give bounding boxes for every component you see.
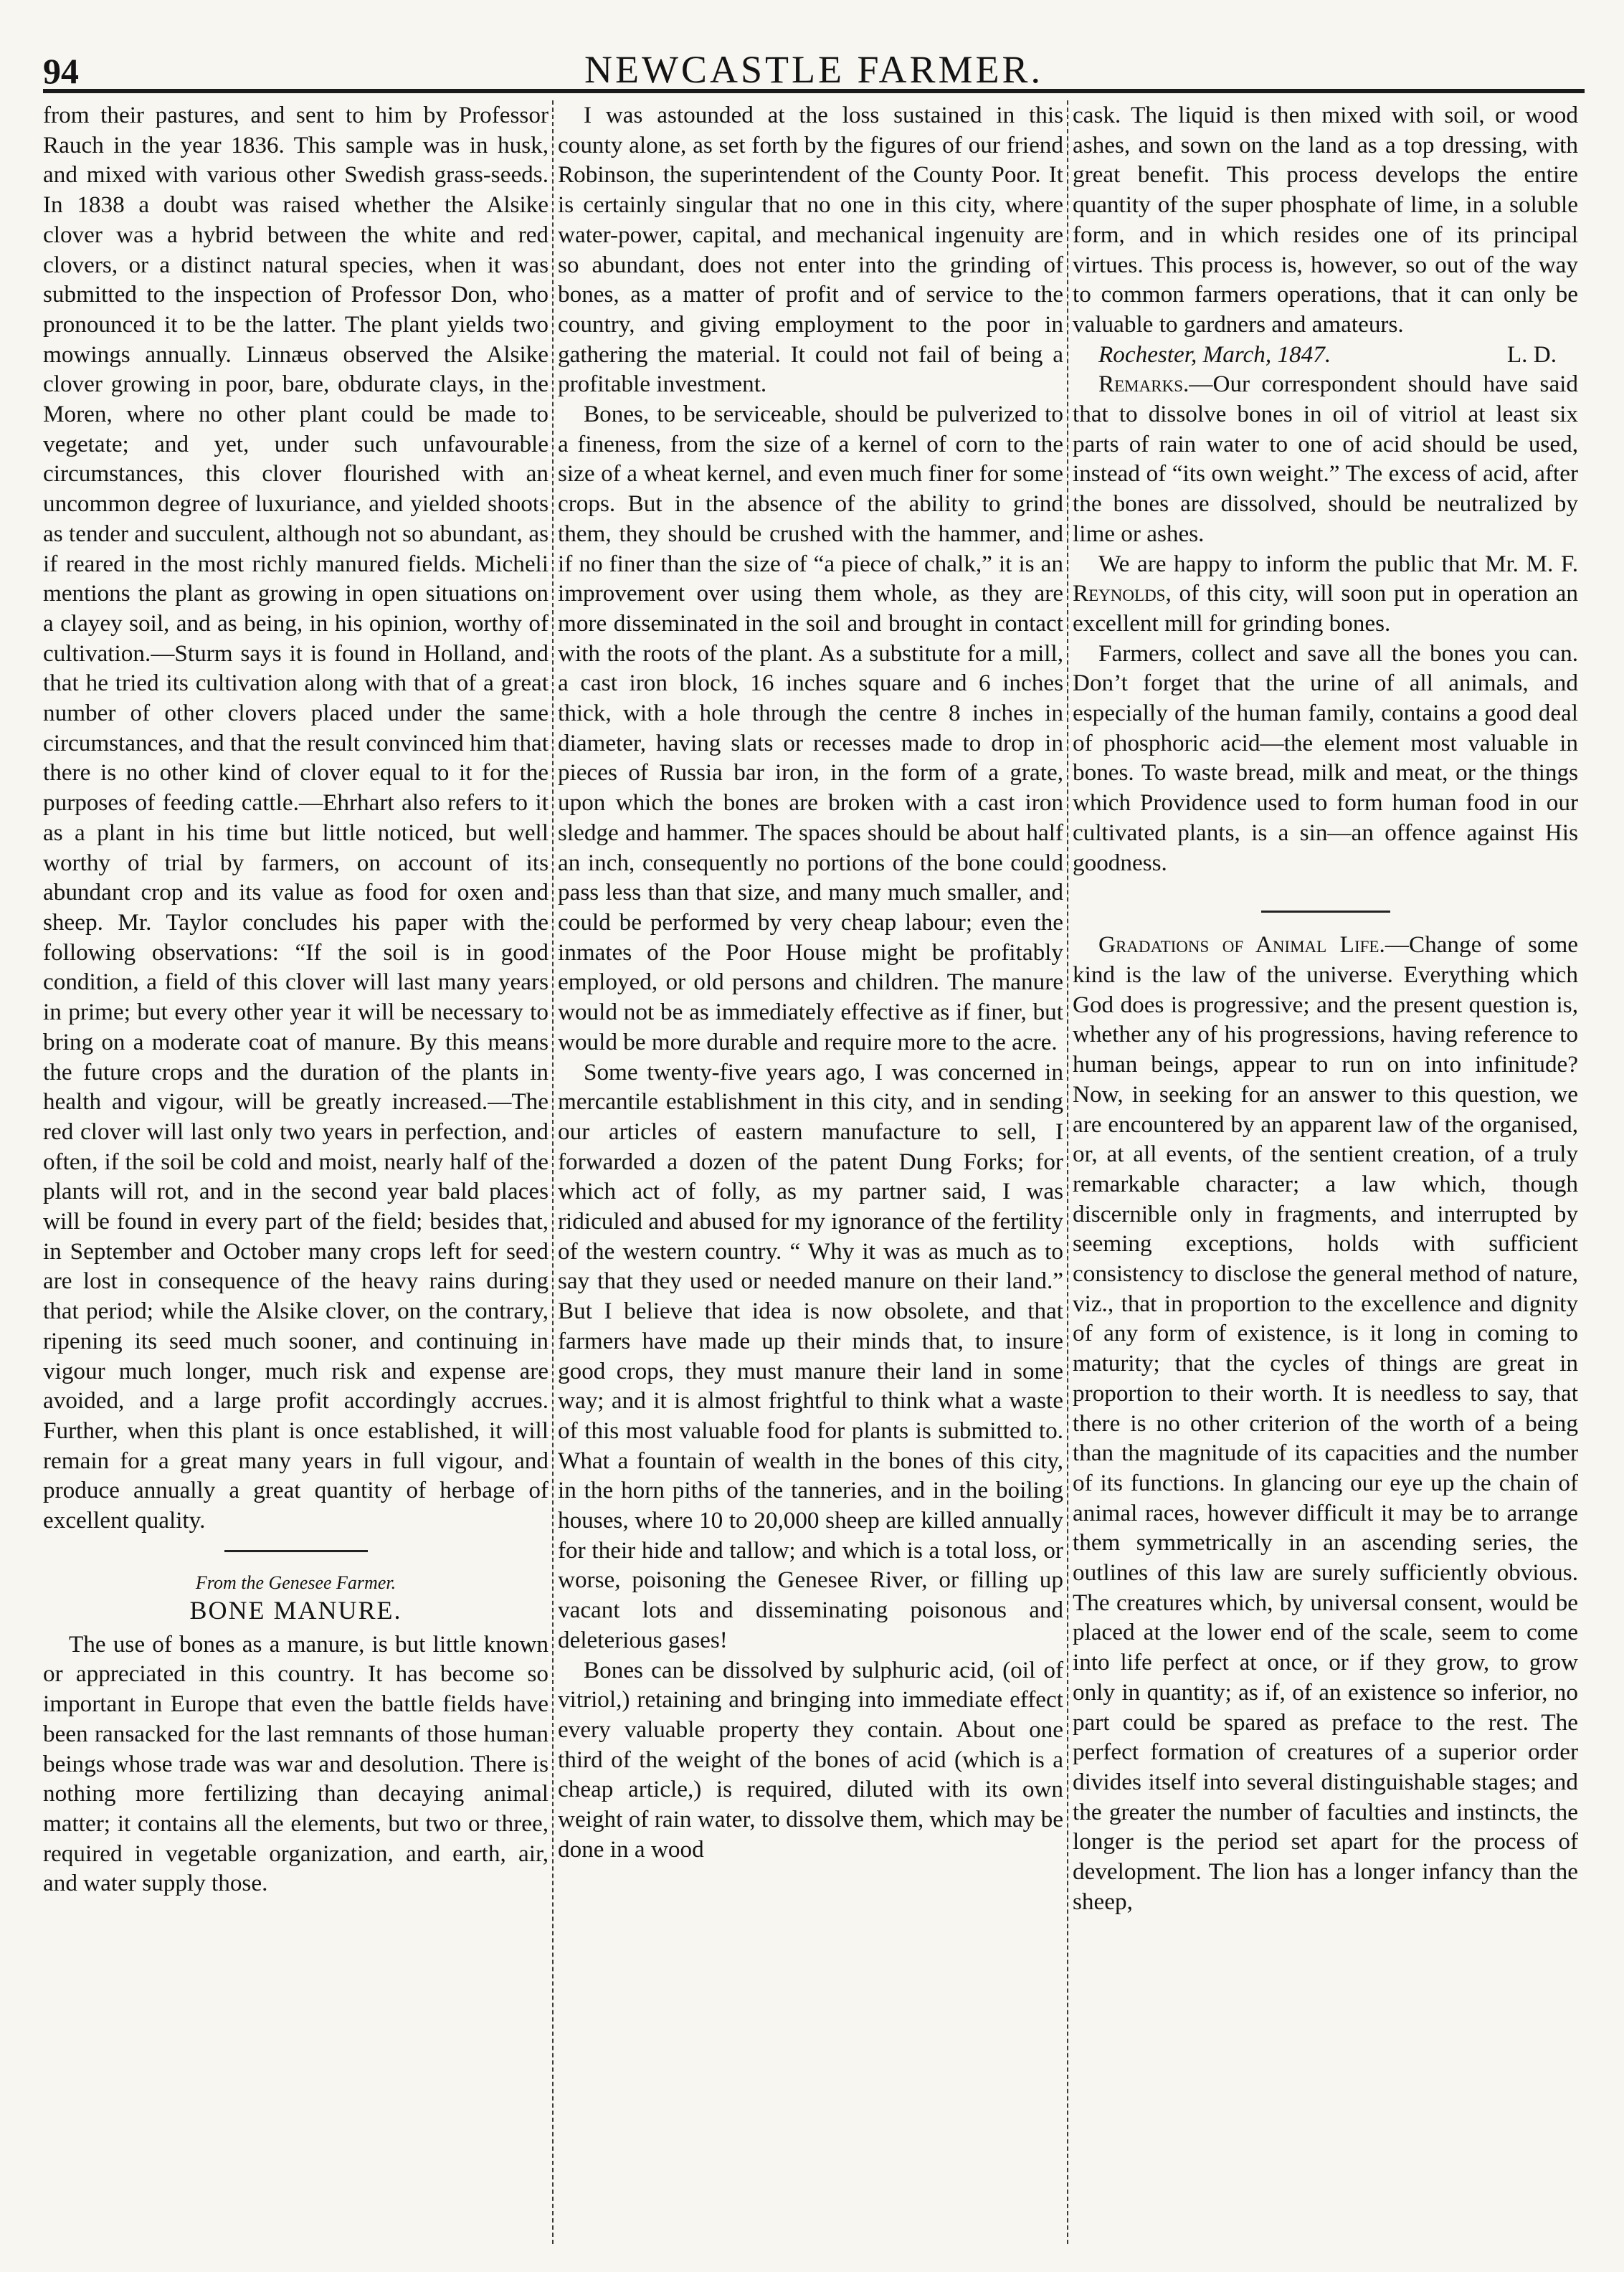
remarks-text: —Our correspondent should have said that to dissolve bones in oil of vitriol at least six parts of rain water to one of acid should be used, instead of “its own weight.” The excess of acid, after the bones are dissolved, should be neutralized by lime or ashes. — [1073, 371, 1578, 547]
page-header — [43, 22, 1585, 91]
pulverize-paragraph: Bones, to be serviceable, should be pulverized to a fineness, from the size of a kernel of corn to the size of a wheat kernel, and even much finer for some crops. But in the absence of the ability to grind them, they should be crushed with the hammer, and if no finer than the size of “a piece of chalk,” it is an improvement over using them whole, as they are more disseminated in the soil and brought in contact with the roots of the plant. As a substitute for a mill, a cast iron block, 16 inches square and 6 inches thick, with a hole through the centre 8 inches in diameter, having slats or recesses made to drop in pieces of Russia bar iron, in the form of a grate, upon which the bones are broken with a cast iron sledge and hammer. The spaces should be about half an inch, consequently no portions of the bone could pass less than that size, and many much smaller, and could be performed by very cheap labour; even the inmates of the Poor House might be profitably employed, or old persons and children. The manure would not be as immediately effective as if finer, but would be more durable and require more to the acre. — [558, 401, 1063, 1055]
mill-owner-name: Reynolds — [1073, 580, 1166, 607]
header-rule — [43, 89, 1585, 93]
alsike-clover-paragraph: from their pastures, and sent to him by Professor Rauch in the year 1836. This sample was in husk, and mixed with various other Swedish grass-seeds. In 1838 a doubt was raised whether the Alsike clover was a hybrid between the white and red clovers, or a distinct natural species, when it was submitted to the inspection of Professor Don, who pronounced it to be the latter. The plant yields two mowings annually. Linnæus observed the Alsike clover growing in poor, bare, obdurate clays, in the Moren, where no other plant could be made to vegetate; and yet, under such unfavourable circumstances, this clover flourished with an uncommon degree of luxuriance, and yielded shoots as tender and succulent, although not so abundant, as if reared in the most richly manured fields. Micheli mentions the plant as growing in open situations on a clayey soil, and as being, in his opinion, worthy of cultivation.—Sturm says it is found in Holland, and that he tried its cultivation along with that of a great number of other clovers placed under the same circumstances, and that the result convinced him that there is no other kind of clover equal to it for the purposes of feeding cattle.—Ehrhart also refers to it as a plant in his time but little noticed, but well worthy of trial by farmers, on account of its abundant crop and its value as food for oxen and sheep. Mr. Taylor concludes his paper with the following observations: “If the soil is in good condition, a field of this clover will last many years in prime; but every other year it will be necessary to bring on a moderate coat of manure. By this means the future crops and the duration of the plants in health and vigour, will be greatly increased.—The red clover will last only two years in perfection, and often, if the soil be cold and moist, nearly half of the plants will rot, and in the second year bald places will be found in every part of the field; besides that, in September and October many crops left for seed are lost in consequence of the heavy rains during that period; while the Alsike clover, on the contrary, ripening its seed much sooner, and continuing in vigour much longer, much risk and expense are avoided, and a large profit accordingly accrues. Further, when this plant is once established, it will remain for a great many years in full vigour, and produce annually a great quantity of herbage of excellent quality. — [43, 102, 549, 1534]
column-1 — [43, 100, 549, 2244]
section-divider — [1261, 911, 1390, 913]
article-heading: BONE MANURE. — [189, 1595, 402, 1625]
farmers-collect-paragraph: Farmers, collect and save all the bones you can. Don’t forget that the urine of all animals, and especially of the human family, contains a good deal of phosphoric acid—the element most valuable in bones. To waste bread, milk and meat, or the things which Providence used to form human food in our cultivated plants, is a sin—an offence against His goodness. — [1073, 640, 1578, 876]
column-rule-2 — [1067, 100, 1068, 2244]
signoff-line — [1073, 340, 1578, 370]
mill-text-after: , of this city, will soon put in operation an excellent mill for grinding bones. — [1073, 580, 1578, 637]
loss-paragraph: I was astounded at the loss sustained in this county alone, as set forth by the figures of our friend Robinson, the superintendent of the County Poor. It is certainly singular that no one in this city, where water-power, capital, and mechanical ingenuity are so abundant, does not enter into the grinding of bones, as a matter of profit and of service to the country, and giving employment to the poor in gathering the material. It could not fail of being a profitable investment. — [558, 102, 1063, 398]
column-rule-1 — [552, 100, 554, 2244]
remarks-label: Remarks. — [1098, 371, 1189, 398]
signoff-place: Rochester, March, 1847. — [1098, 341, 1331, 368]
column-3 — [1073, 100, 1578, 2244]
remarks-paragraph — [1073, 369, 1578, 548]
dung-forks-paragraph: Some twenty-five years ago, I was concerned in mercantile establishment in this city, and in sending our articles of eastern manufacture to sell, I forwarded a dozen of the patent Dung Forks; for which act of folly, as my partner said, I was ridiculed and abused for my ignorance of the fertility of the western country. “ Why it was as much as to say that they used or needed manure on their land.” But I believe that idea is now obsolete, and that farmers have made up their minds that, to insure good crops, they must manure their land in some way; and it is almost frightful to think what a waste of this most valuable food for plants is submitted to. What a fountain of wealth in the bones of this city, in the horn piths of the tanneries, and in the boiling houses, where 10 to 20,000 sheep are killed annually for their hide and tallow; and which is a total loss, or worse, poisoning the Genesee River, or filling up vacant lots and disseminating poisonous and deleterious gases! — [558, 1058, 1063, 1653]
sulphuric-acid-paragraph: Bones can be dissolved by sulphuric acid, (oil of vitriol,) retaining and bringing into immediate effect every valuable property they contain. About one third of the weight of the bones of acid (which is a cheap article,) is required, diluted with its own weight of rain water, to dissolve them, which may be done in a wood — [558, 1656, 1063, 1863]
bone-manure-intro-paragraph: The use of bones as a manure, is but little known or appreciated in this country. It has become so important in Europe that even the battle fields have been ransacked for the last remnants of those human beings whose trade was war and desolution. There is nothing more fertilizing than decaying animal matter; it contains all the elements, but two or three, required in vegetable organization, and earth, air, and water supply those. — [43, 1630, 549, 1897]
section-divider — [224, 1550, 368, 1552]
gradations-paragraph — [1073, 930, 1578, 1916]
mill-text-before: We are happy to inform the public that Mr. M. F. — [1098, 550, 1578, 577]
gradations-label: Gradations of Animal Life. — [1098, 931, 1385, 959]
mill-announcement-paragraph — [1073, 549, 1578, 639]
column-2 — [558, 100, 1063, 2244]
page-number: 94 — [43, 51, 79, 91]
gradations-text: —Change of some kind is the law of the universe. Everything which God does is progressive; and the present question is, whether any of his progressions, having reference to human beings, appear to run on into infinitude? Now, in seeking for an answer to this question, we are encountered by an apparent law of the organised, or, at all events, of the sentient creation, of a truly remarkable character; a law which, though discernible only in fragments, and interrupted by seeming exceptions, holds with sufficient consistency to disclose the general method of nature, viz., that in proportion to the excellence and dignity of any form of existence, is it long in coming to maturity; that the cycles of things are great in proportion to their worth. It is needless to say, that there is no other criterion of the worth of a being than the magnitude of its capacities and the number of its functions. In glancing our eye up the chain of animal races, however difficult it may be to arrange them symmetrically in an ascending series, the outlines of this law are surely sufficiently obvious. The creatures which, by universal consent, would be placed at the lower end of the scale, seem to come into life perfect at once, or if they grow, to grow only in quantity; as if, of an existence so inferior, no part could be spared as preface to the rest. The perfect formation of creatures of a superior order divides itself into several distinguishable stages; and the greater the number of faculties and instincts, the longer is the period set apart for the process of development. The lion has a longer infancy than the sheep, — [1073, 931, 1578, 1915]
signoff-initials: L. D. — [1506, 341, 1557, 368]
running-title: NEWCASTLE FARMER. — [584, 48, 1043, 91]
cask-paragraph: cask. The liquid is then mixed with soil, or wood ashes, and sown on the land as a top dressing, with great benefit. This process develops the entire quantity of the super phosphate of lime, in a soluble form, and in which resides one of its principal virtues. This process is, however, so out of the way to common farmers operations, that it can only be valuable to gardners and amateurs. — [1073, 102, 1578, 338]
article-source: From the Genesee Farmer. — [195, 1572, 396, 1593]
